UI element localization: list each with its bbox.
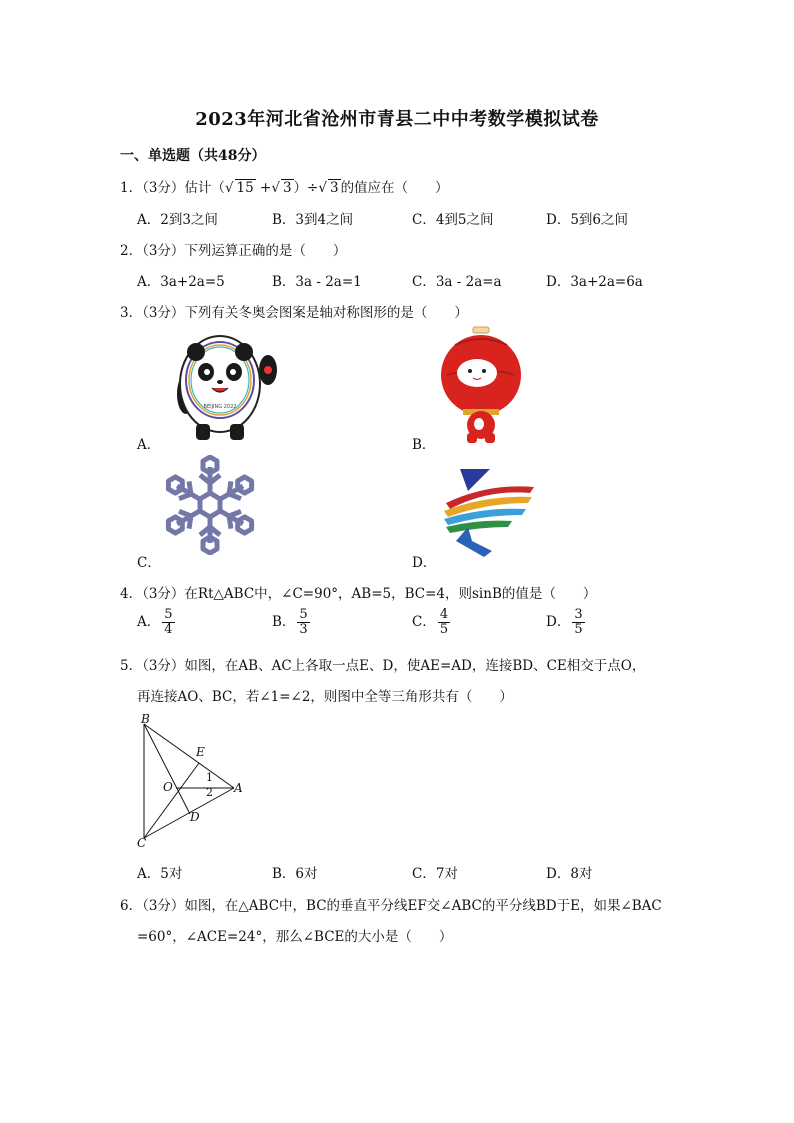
q5-option-d[interactable]: D．8对 (546, 866, 593, 882)
lantern-mascot-image[interactable] (433, 325, 528, 447)
question-2-stem: 2．（3分）下列运算正确的是（ ） (120, 243, 347, 259)
question-5-stem-line-1: 5．（3分）如图，在AB、AC上各取一点E、D，使AE=AD，连接BD、CE相交于点O， (120, 658, 646, 674)
figure-label-b: B (141, 712, 150, 726)
question-1-stem: 1．（3分）估计（√ 15 +√ 3 ）÷√ 3 的值应在（ ） (120, 180, 449, 196)
section-heading: 一、单选题（共48分） (120, 148, 266, 164)
emblem-text: BEIJING 2022 (203, 404, 237, 410)
sqrt-symbol: √ (224, 180, 234, 196)
q3-label-d[interactable]: D． (412, 555, 437, 571)
q2-option-a[interactable]: A．3a+2a=5 (137, 274, 225, 290)
q3-label-c[interactable]: C． (137, 555, 161, 571)
q4-option-c[interactable]: C． $\frac{4}{5}$ (412, 607, 449, 637)
q5-option-a[interactable]: A．5对 (137, 866, 183, 882)
q1-option-a[interactable]: A．2到3之间 (137, 212, 218, 228)
page-title: 2023年河北省沧州市青县二中中考数学模拟试卷 (195, 109, 599, 130)
angle-label-1: 1 (206, 771, 213, 784)
winter-olympics-emblem-image[interactable] (438, 465, 538, 559)
question-6-stem-line-2: =60°，∠ACE=24°，那么∠BCE的大小是（ ） (137, 929, 453, 945)
q2-option-c[interactable]: C．3a - 2a=a (412, 274, 502, 290)
q1-option-d[interactable]: D．5到6之间 (546, 212, 629, 228)
question-6-stem-line-1: 6．（3分）如图，在△ABC中，BC的垂直平分线EF交∠ABC的平分线BD于E，如果∠BAC (120, 898, 662, 914)
snowflake-icon[interactable] (160, 455, 260, 555)
figure-label-d: D (190, 810, 200, 824)
figure-label-e: E (196, 745, 205, 759)
q4-option-d[interactable]: D． $\frac{3}{5}$ (546, 607, 583, 637)
q2-option-d[interactable]: D．3a+2a=6a (546, 274, 643, 290)
q5-option-b[interactable]: B．6对 (272, 866, 318, 882)
figure-label-c: C (137, 836, 147, 850)
panda-mascot-image[interactable] (160, 332, 280, 444)
question-3-stem: 3．（3分）下列有关冬奥会图案是轴对称图形的是（ ） (120, 305, 468, 321)
question-4-stem: 4．（3分）在Rt△ABC中，∠C=90°，AB=5，BC=4，则sinB的值是（ ） (120, 586, 597, 602)
q1-option-b[interactable]: B．3到4之间 (272, 212, 354, 228)
q2-option-b[interactable]: B．3a - 2a=1 (272, 274, 362, 290)
q4-option-b[interactable]: B． $\frac{5}{3}$ (272, 607, 308, 637)
q1-option-c[interactable]: C．4到5之间 (412, 212, 494, 228)
q3-label-a[interactable]: A． (137, 437, 161, 453)
question-5-stem-line-2: 再连接AO、BC，若∠1=∠2，则图中全等三角形共有（ ） (137, 689, 513, 705)
q3-label-b[interactable]: B． (412, 437, 436, 453)
q5-option-c[interactable]: C．7对 (412, 866, 458, 882)
angle-label-2: 2 (206, 786, 213, 799)
q4-option-a[interactable]: A． $\frac{5}{4}$ (137, 607, 173, 637)
figure-label-o: O (163, 780, 173, 794)
figure-label-a: A (234, 781, 243, 795)
